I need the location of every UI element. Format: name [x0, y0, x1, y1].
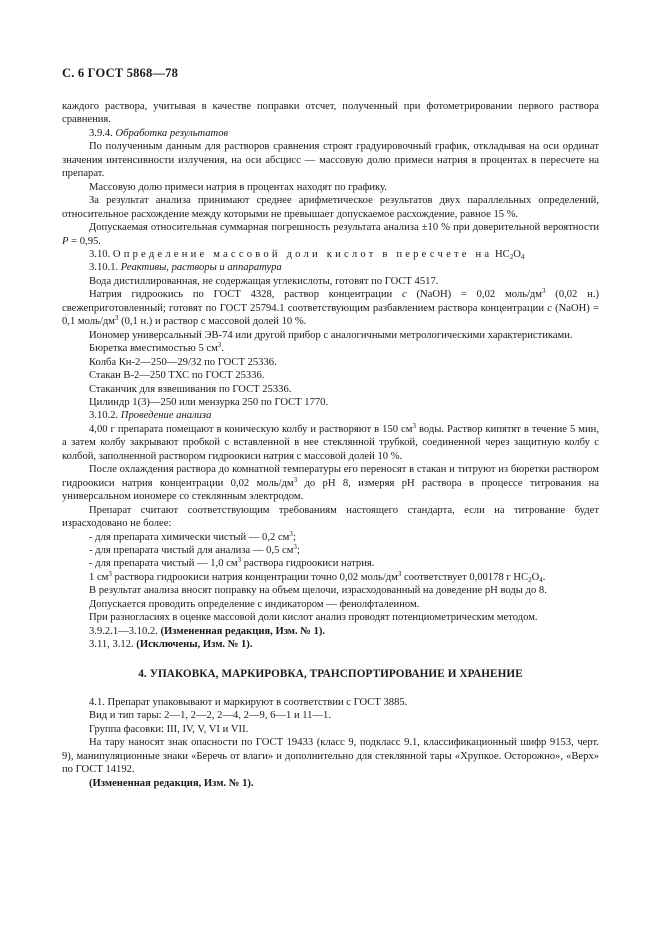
text: раствора гидроокиси натрия. — [241, 558, 375, 570]
subsection-3-10-2 — [62, 409, 599, 422]
paragraph: Иономер универсальный ЭВ-74 или другой прибор с аналогичными метрологическими характеристиками. — [89, 329, 573, 341]
document-body — [62, 100, 599, 790]
text: 3.11, 3.12. — [89, 639, 134, 651]
section-title-spaced: Определение массовой доли кислот в пересчете на — [112, 248, 493, 260]
sup: 3 — [293, 542, 297, 551]
paragraph: Вид и тип тары: 2—1, 2—2, 2—4, 2—9, 6—1 и 11—1. — [89, 710, 332, 722]
paragraph: За результат анализа принимают среднее арифметическое результатов двух параллельных определений, относительное расхождение между которыми не превышает допускаемое расхождение, равное 15 %. — [62, 195, 599, 220]
paragraph: На тару наносят знак опасности по ГОСТ 19433 (класс 9, подкласс 9.1, классификационный шифр 9153, черт. 9), манипуляционные знаки «Беречь от влаги» и дополнительно для стеклянной тары «Хрупкое. Осторожно», «Верх» по ГОСТ 14192. — [62, 737, 599, 776]
text: (NaOH) = 0,1 моль/дм — [62, 302, 600, 328]
text-bold: (Измененная редакция, Изм. № 1). — [160, 625, 326, 637]
paragraph: По полученным данным для растворов сравнения строят градуировочный график, откладывая на оси ординат значения интенсивности излучения, на оси абсцисс — массовую долю примеси натрия в процентах в пересчете на препарат. — [62, 141, 599, 180]
sup: 3 — [397, 569, 402, 578]
subsection-3-9-4 — [62, 127, 599, 140]
paragraph: При разногласиях в оценке массовой доли кислот анализ проводят потенциометрическим методом. — [89, 612, 538, 624]
text: - для препарата чистый — 1,0 см — [89, 558, 238, 570]
paragraph: 4.1. Препарат упаковывают и маркируют в соответствии с ГОСТ 3885. — [89, 697, 408, 709]
sup: 3 — [293, 475, 298, 484]
formula: HC — [494, 248, 510, 260]
subsection-3-10-1 — [62, 261, 599, 274]
text: Бюретка вместимостью 5 см — [89, 343, 218, 355]
sup: 3 — [289, 529, 293, 538]
section-3-10-heading — [62, 248, 599, 261]
sup: 3 — [108, 569, 112, 578]
paragraph: Массовую долю примеси натрия в процентах находят по графику. — [89, 181, 387, 193]
subsection-title: Проведение анализа — [120, 410, 212, 422]
paragraph: Препарат считают соответствующим требованиям настоящего стандарта, если на титрование будет израсходовано не более: — [62, 504, 599, 530]
revision-note — [62, 638, 599, 651]
subsection-title: Обработка результатов — [115, 127, 229, 139]
text: O — [531, 571, 540, 583]
paragraph: Допускается проводить определение с индикатором — фенолфталеином. — [89, 598, 420, 610]
sup: 3 — [542, 287, 546, 296]
sup: 3 — [237, 556, 242, 565]
text: 4,00 г препарата помещают в коническую колбу и растворяют в 150 см — [89, 423, 413, 435]
text: - для препарата чистый для анализа — 0,5 см — [89, 544, 294, 556]
page-header: С. 6 ГОСТ 5868—78 — [62, 66, 179, 80]
sub: 2 — [528, 575, 532, 584]
text-bold: (Исключены, Изм. № 1). — [136, 639, 253, 651]
text: соответствует 0,00178 г HC — [401, 571, 529, 583]
text: (NaOH) = 0,02 моль/дм — [406, 289, 543, 301]
text-italic: P — [62, 235, 69, 247]
text: воды. Раствор кипятят в течение 5 мин, а затем колбу закрывают пробкой с вставленной в нее стеклянной трубкой, соединенной через защитную колбу с колбой, заполненной раствором гидроокиси натрия с массовой долей 10 %. — [62, 423, 599, 462]
subsection-number: 3.10.1. — [89, 262, 119, 274]
text: Натрия гидроокись по ГОСТ 4328, раствор концентрации — [89, 289, 393, 301]
text: - для препарата химически чистый — 0,2 см — [89, 531, 290, 543]
revision-note: (Измененная редакция, Изм. № 1). — [89, 777, 254, 789]
text-italic: c — [547, 302, 552, 314]
subsection-title: Реактивы, растворы и аппаратура — [120, 262, 282, 274]
sub: 4 — [539, 575, 543, 584]
subsection-number: 3.10.2. — [89, 410, 119, 422]
text: Допускаемая относительная суммарная погрешность результата анализа ±10 % при доверительной вероятности — [89, 222, 599, 234]
list-item-burette — [62, 342, 599, 355]
text: 3.9.2.1—3.10.2. — [89, 625, 158, 637]
section-number: 3.10. — [89, 248, 111, 260]
paragraph: Группа фасовки: III, IV, V, VI и VII. — [89, 723, 249, 735]
formula-sub: 4 — [520, 252, 525, 261]
paragraph-naoh — [62, 288, 599, 328]
text: (0,02 н.) свежеприготовленный; готовят по ГОСТ 25794.1 соответствующим разбавлением раствора концентрации — [62, 289, 599, 314]
list-item: Стакан В-2—250 ТХС по ГОСТ 25336. — [89, 370, 265, 382]
text: 1 см — [89, 571, 109, 583]
text-italic: c — [401, 289, 407, 301]
formula: O — [513, 248, 521, 260]
list-item — [62, 557, 599, 570]
sup: 3 — [217, 341, 222, 350]
list-item — [62, 531, 599, 544]
formula-sub: 2 — [509, 252, 514, 261]
text: . — [542, 571, 546, 583]
subsection-number: 3.9.4. — [89, 127, 113, 139]
sup: 3 — [412, 421, 416, 430]
text: . — [221, 343, 224, 355]
text: = 0,95. — [68, 235, 101, 247]
text: ; — [296, 544, 300, 556]
list-item — [62, 544, 599, 557]
text: После охлаждения раствора до комнатной температуры его переносят в стакан и титруют из бюретки раствором гидроокиси натрия концентрации 0,02 моль/дм — [62, 464, 599, 489]
list-item: Колба Кн-2—250—29/32 по ГОСТ 25336. — [89, 356, 277, 368]
text: (0,1 н.) и раствор с массовой долей 10 %. — [118, 316, 307, 328]
paragraph-equivalence — [62, 571, 599, 584]
paragraph: Вода дистиллированная, не содержащая углекислоты, готовят по ГОСТ 4517. — [89, 275, 439, 287]
paragraph — [62, 463, 599, 503]
list-item: Цилиндр 1(3)—250 или мензурка 250 по ГОСТ 1770. — [89, 396, 329, 408]
paragraph: В результат анализа вносят поправку на объем щелочи, израсходованный на доведение рН воды до 8. — [89, 585, 547, 597]
paragraph-continuation: каждого раствора, учитывая в качестве поправки отсчет, полученный при фотометрировании первого раствора сравнения. — [62, 101, 599, 126]
revision-note — [62, 625, 599, 638]
sup: 3 — [114, 314, 119, 323]
text: ; — [292, 531, 296, 543]
paragraph — [62, 423, 599, 463]
text: раствора гидроокиси натрия концентрации точно 0,02 моль/дм — [111, 571, 398, 583]
paragraph-error — [62, 221, 599, 248]
text: до рН 8, измеряя рН раствора в процессе титрования на универсальном иономере со стеклянным электродом. — [62, 477, 599, 503]
list-item: Стаканчик для взвешивания по ГОСТ 25336. — [89, 383, 292, 395]
section-4-title: 4. УПАКОВКА, МАРКИРОВКА, ТРАНСПОРТИРОВАНИЕ И ХРАНЕНИЕ — [138, 667, 523, 680]
